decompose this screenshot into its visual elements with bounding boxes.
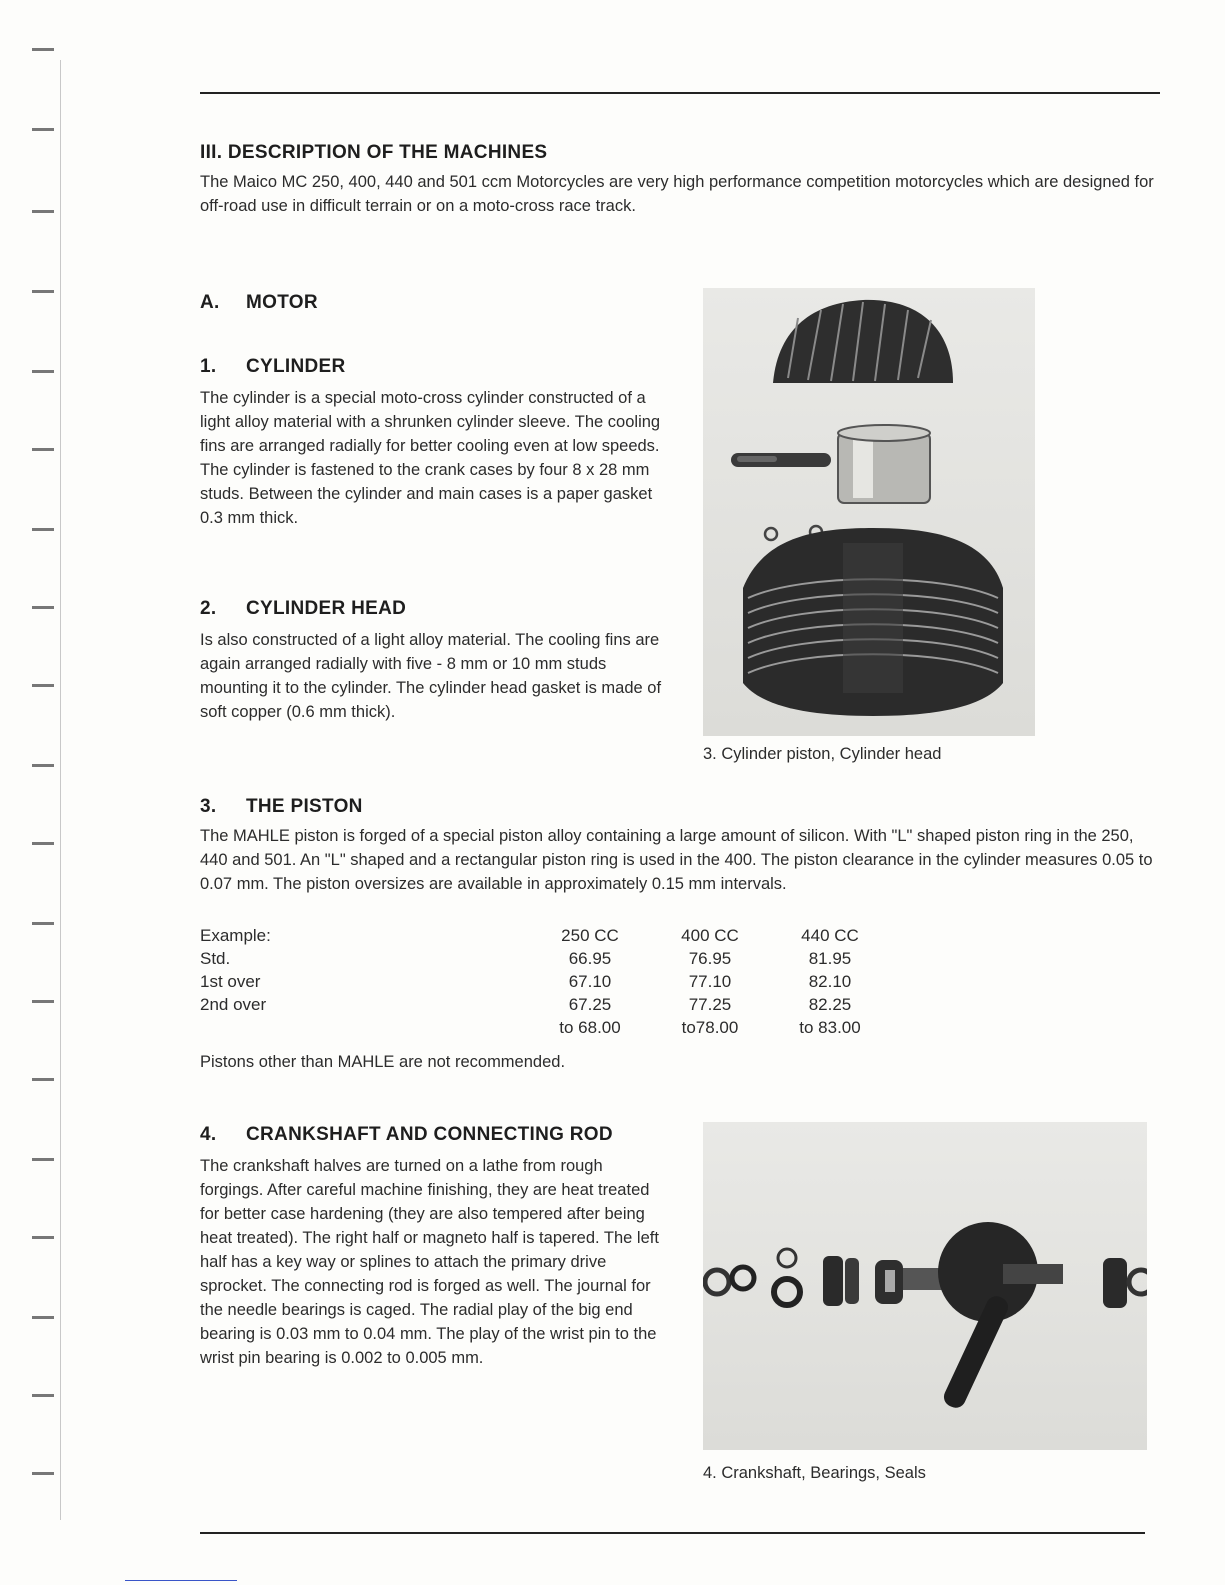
cylinder-head-title: CYLINDER HEAD (246, 598, 407, 619)
table-cell (200, 1016, 530, 1039)
cylinder-title: CYLINDER (246, 356, 346, 377)
crankshaft-illustration (703, 1122, 1147, 1450)
motor-heading (200, 292, 318, 314)
table-cell: 82.10 (808, 972, 852, 991)
section-intro: The Maico MC 250, 400, 440 and 501 ccm Motorcycles are very high performance competition motorcycles which are designed for off-road use in difficult terrain or on a moto-cross race track. (200, 173, 1154, 215)
piston-note: Pistons other than MAHLE are not recommended. (200, 1053, 566, 1071)
table-row (200, 947, 890, 970)
table-cell: 82.25 (808, 995, 852, 1014)
cylinder-head-text: Is also constructed of a light alloy material. The cooling fins are again arranged radially with five - 8 mm or 10 mm studs mounting it to the cylinder. The cylinder head gasket is made of soft copper (0.6 mm thick). (200, 631, 662, 721)
table-cell: 67.10 (568, 972, 612, 991)
bottom-edge-mark (125, 1580, 237, 1581)
table-cell: 77.25 (688, 995, 732, 1014)
cylinder-head-num: 2. (200, 598, 217, 619)
top-rule (200, 92, 1160, 94)
motor-title: MOTOR (246, 292, 318, 313)
table-cell: 77.10 (688, 972, 732, 991)
table-cell: 440 CC (801, 926, 859, 945)
piston-title: THE PISTON (246, 796, 363, 817)
cylinder-piston-photo (703, 288, 1035, 736)
cylinder-head-heading (200, 598, 406, 620)
table-cell: 2nd over (200, 995, 267, 1014)
table-cell: to 68.00 (559, 1018, 621, 1037)
table-row (200, 993, 890, 1016)
crankshaft-heading (200, 1124, 613, 1146)
cylinder-heading (200, 356, 346, 378)
table-cell: to78.00 (681, 1018, 739, 1037)
cylinder-text: The cylinder is a special moto-cross cylinder constructed of a light alloy material with a shrunken cylinder sleeve. The cooling fins are arranged radially for better cooling even at low speeds. The cylinder is fastened to the crank cases by four 8 x 28 mm studs. Between the cylinder and main cases is a paper gasket 0.3 mm thick. (200, 389, 661, 527)
table-cell: Example: (200, 926, 271, 945)
table-cell: 250 CC (561, 926, 619, 945)
table-row (200, 1016, 890, 1039)
table-cell: 66.95 (568, 949, 612, 968)
table-cell: 76.95 (688, 949, 732, 968)
cylinder-num: 1. (200, 356, 217, 377)
table-cell: 1st over (200, 972, 261, 991)
crankshaft-title: CRANKSHAFT AND CONNECTING ROD (246, 1124, 613, 1145)
table-cell: 400 CC (681, 926, 739, 945)
crankshaft-text: The crankshaft halves are turned on a lathe from rough forgings. After careful machine finishing, they are heat treated for better case hardening (they are also tempered after being heat treated). The right half or magneto half is tapered. The left half has a key way or splines to attach the primary drive sprocket. The connecting rod is forged as well. The journal for the needle bearings is caged. The radial play of the big end bearing is 0.03 mm to 0.04 mm. The play of the wrist pin to the wrist pin bearing is 0.002 to 0.005 mm. (200, 1157, 659, 1367)
piston-num: 3. (200, 796, 217, 817)
table-header-row (200, 924, 890, 947)
table-row (200, 970, 890, 993)
photo1-caption: 3. Cylinder piston, Cylinder head (703, 745, 942, 763)
section-title: III. DESCRIPTION OF THE MACHINES (200, 142, 548, 163)
table-cell: Std. (200, 949, 231, 968)
cylinder-piston-illustration (703, 288, 1035, 736)
table-cell: 67.25 (568, 995, 612, 1014)
crankshaft-num: 4. (200, 1124, 217, 1145)
motor-num: A. (200, 292, 220, 313)
piston-heading (200, 796, 363, 818)
bottom-rule (200, 1532, 1145, 1534)
photo2-caption: 4. Crankshaft, Bearings, Seals (703, 1464, 926, 1482)
crankshaft-photo (703, 1122, 1147, 1450)
table-cell: to 83.00 (799, 1018, 861, 1037)
piston-oversize-table (200, 924, 890, 1039)
piston-text: The MAHLE piston is forged of a special piston alloy containing a large amount of silicon. With "L" shaped piston ring in the 250, 440 and 501. An "L" shaped and a rectangular piston ring is used in the 400. The piston clearance in the cylinder measures 0.05 to 0.07 mm. The piston oversizes are available in approximately 0.15 mm intervals. (200, 827, 1153, 893)
table-cell: 81.95 (808, 949, 852, 968)
